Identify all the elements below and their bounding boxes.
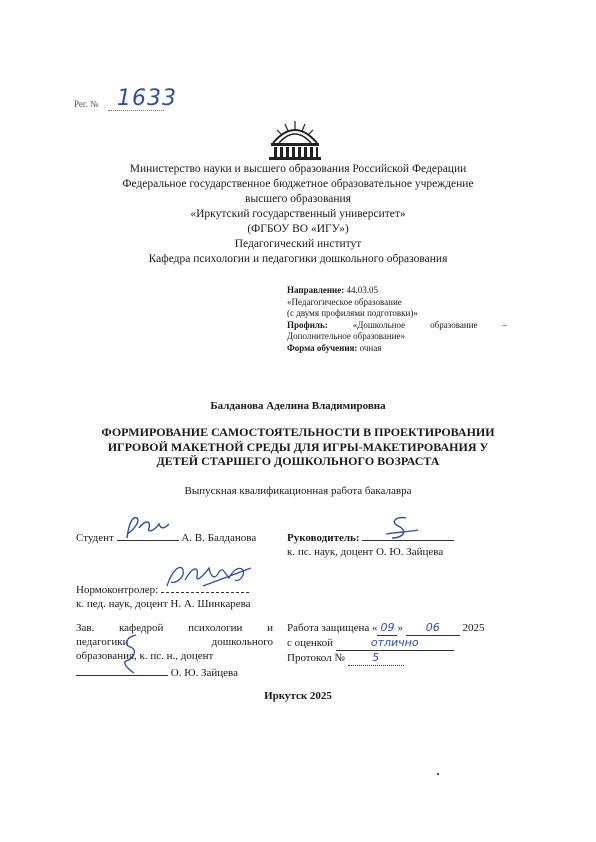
normocontroller-signature-line <box>161 580 249 593</box>
head-word: педагогики <box>76 636 129 648</box>
supervisor-signature-icon <box>382 514 422 542</box>
university-emblem-icon <box>263 117 327 161</box>
head-word: Зав. <box>76 622 95 634</box>
title-line: ФОРМИРОВАНИЕ САМОСТОЯТЕЛЬНОСТИ В ПРОЕКТИРОВАНИИ <box>101 425 495 439</box>
profile-word: «Дошкольное <box>352 319 406 330</box>
supervisor-details: к. пс. наук, доцент О. Ю. Зайцева <box>287 546 444 558</box>
city-year: Иркутск 2025 <box>264 690 332 702</box>
normocontroller-signature-block <box>76 580 251 611</box>
header-line: Министерство науки и высшего образования Российской Федерации <box>129 163 467 175</box>
normocontroller-signature-icon <box>163 560 255 592</box>
defense-day: 09 <box>377 621 397 636</box>
header-line: «Иркутский государственный университет» <box>190 208 406 220</box>
protocol-number: 5 <box>348 651 404 666</box>
head-word: дошкольного <box>211 636 273 648</box>
normocontroller-details: к. пед. наук, доцент Н. А. Шинкарева <box>76 598 251 610</box>
header-line: Педагогический институт <box>234 238 362 250</box>
head-of-department-block <box>76 621 273 680</box>
registration-number: 1633 <box>117 86 177 111</box>
student-name: А. В. Балданова <box>181 532 257 544</box>
work-type: Выпускная квалификационная работа бакалавра <box>184 485 412 497</box>
head-word: кафедрой <box>119 622 164 634</box>
head-line: образования, к. пс. н., доцент <box>76 650 214 662</box>
head-signature-line <box>76 663 168 676</box>
grade-label: с оценкой <box>287 637 333 649</box>
head-name: О. Ю. Зайцева <box>170 667 238 679</box>
supervisor-signature-block <box>287 528 454 559</box>
head-word: психологии <box>188 622 243 634</box>
direction-value: 44.03.05 <box>346 285 378 295</box>
header-line: высшего образования <box>245 193 351 205</box>
study-form-label: Форма обучения: <box>287 342 358 353</box>
header-line: Кафедра психологии и педагогики дошкольного образования <box>148 253 448 265</box>
student-signature-line <box>117 528 179 541</box>
supervisor-label: Руководитель: <box>287 532 360 544</box>
header-line: Федеральное государственное бюджетное образовательное учреждение <box>122 178 474 190</box>
scan-speck <box>437 773 439 775</box>
head-signature-icon <box>116 633 146 675</box>
head-word: и <box>267 622 273 634</box>
student-signature-icon <box>121 512 173 542</box>
thesis-title <box>0 425 596 469</box>
study-details <box>287 285 507 354</box>
profile-word: образование <box>430 319 478 330</box>
supervisor-signature-line <box>362 528 454 541</box>
grade-value: отлично <box>336 636 454 651</box>
protocol-label: Протокол № <box>287 652 345 664</box>
study-form-value: очная <box>359 342 382 353</box>
defense-block <box>287 621 484 666</box>
author-name: Балданова Аделина Владимировна <box>210 400 386 412</box>
profile-dash: – <box>502 319 507 330</box>
direction-line: (с двумя профилями подготовки)» <box>287 308 418 318</box>
defense-month: 06 <box>406 621 460 636</box>
profile-line: Дополнительное образование» <box>287 331 405 341</box>
student-signature-block <box>76 528 256 545</box>
institution-header <box>0 162 596 267</box>
title-line: ДЕТЕЙ СТАРШЕГО ДОШКОЛЬНОГО ВОЗРАСТА <box>156 454 440 468</box>
student-label: Студент <box>76 532 114 544</box>
direction-line: «Педагогическое образование <box>287 296 402 307</box>
profile-label: Профиль: <box>287 319 328 330</box>
defense-prefix: Работа защищена « <box>287 622 378 634</box>
header-line: (ФГБОУ ВО «ИГУ») <box>247 223 349 235</box>
defense-close-quote: » <box>397 622 403 634</box>
defense-year: 2025 <box>462 622 485 634</box>
direction-label: Направление: <box>287 285 345 295</box>
normocontroller-label: Нормоконтролер: <box>76 584 159 596</box>
title-line: ИГРОВОЙ МАКЕТНОЙ СРЕДЫ ДЛЯ ИГРЫ-МАКЕТИРОВАНИЯ У <box>107 439 489 454</box>
registration-label: Рег. № <box>74 99 99 109</box>
